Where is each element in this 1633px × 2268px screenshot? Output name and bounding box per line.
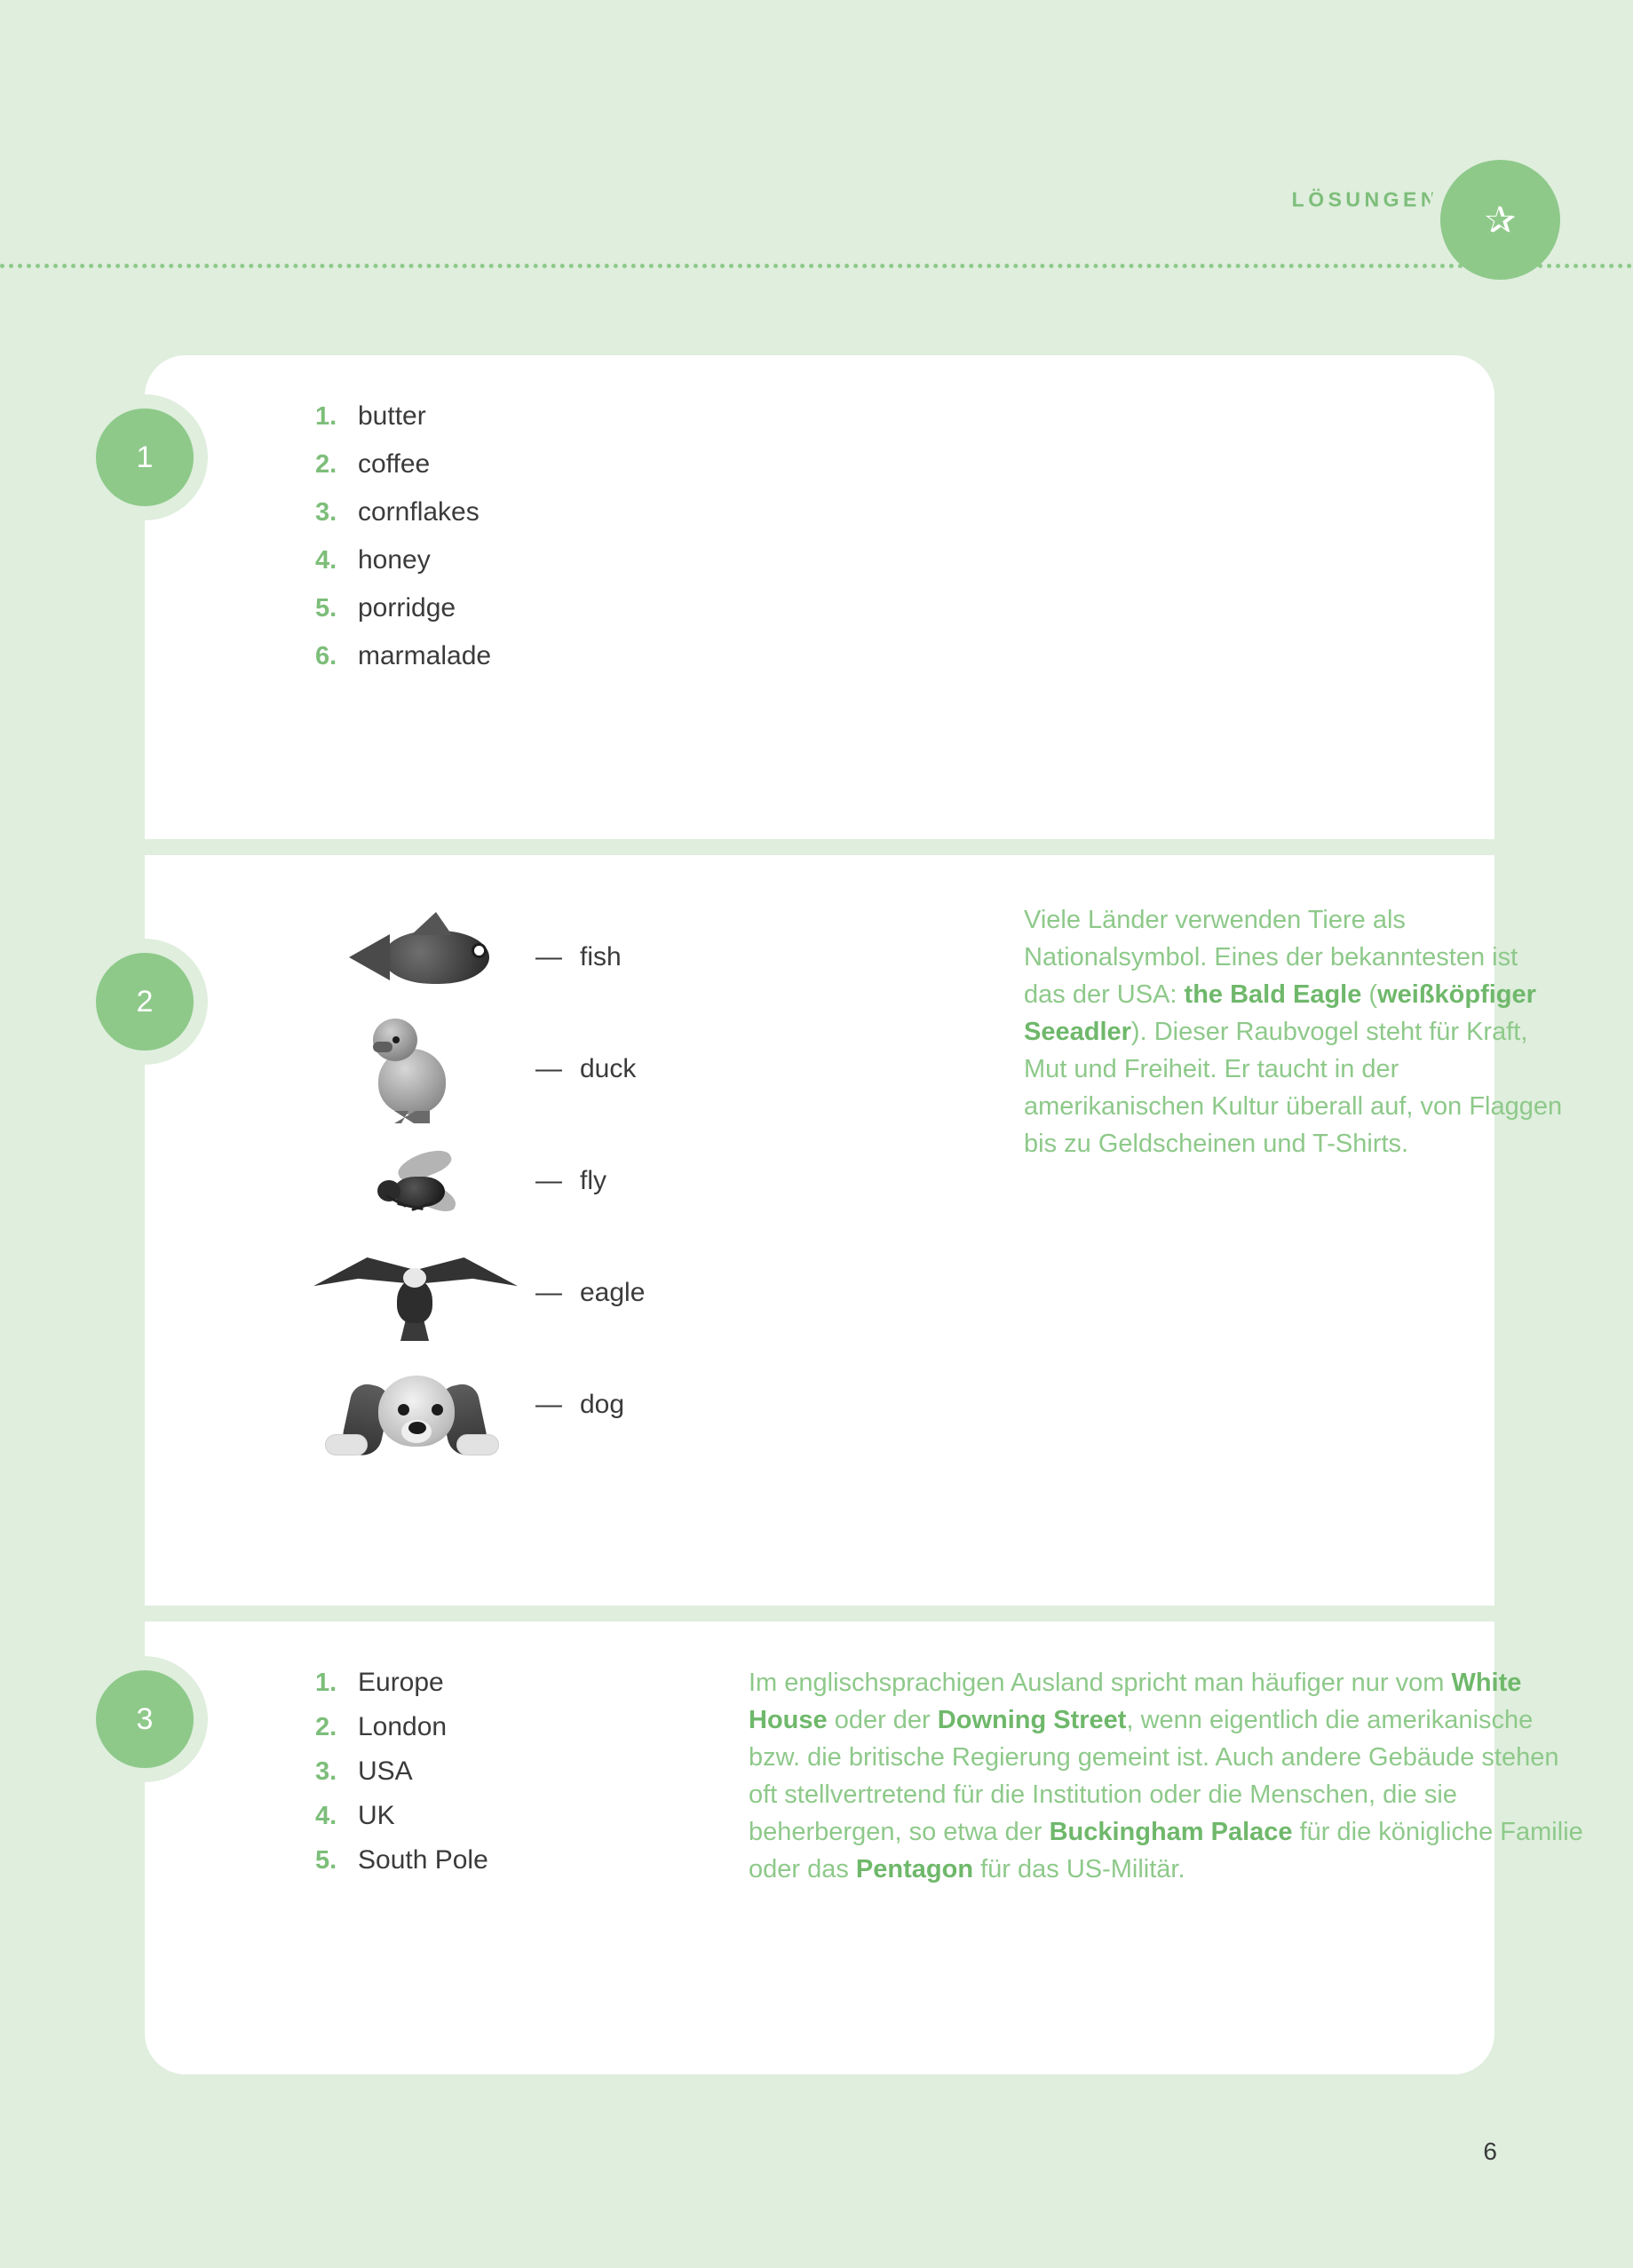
list-item-label: honey (358, 545, 431, 575)
list-item-label: butter (358, 401, 426, 431)
info-highlight: weißköpfiger Seeadler (1024, 980, 1536, 1047)
section-card-2 (136, 855, 1563, 1606)
section-card-3 (136, 1622, 1583, 2074)
list-item-number: 2. (315, 1713, 337, 1741)
list-item-number: 5. (315, 594, 337, 623)
header-star-badge (1440, 160, 1560, 280)
list-item-label: marmalade (358, 641, 492, 670)
list-item (315, 449, 491, 480)
list-item-label: Europe (358, 1668, 444, 1697)
list-item-number: 3. (315, 1757, 337, 1786)
match-word: fish (580, 942, 622, 971)
list-item-number: 1. (315, 1669, 337, 1697)
match-row (313, 901, 882, 1013)
match-row (313, 1013, 882, 1125)
info-text: ( (1361, 980, 1378, 1010)
list-item-number: 6. (315, 642, 337, 670)
list-item-number: 2. (315, 450, 337, 479)
section-card-1 (136, 355, 1494, 839)
list-item (315, 1668, 488, 1698)
info-highlight: the Bald Eagle (1184, 980, 1362, 1010)
info-text: für die königliche Familie oder das (749, 1818, 1583, 1884)
list-item-label: porridge (358, 593, 456, 623)
info-highlight: White House (749, 1669, 1522, 1735)
list-item-number: 4. (315, 1802, 337, 1830)
list-item-label: USA (358, 1757, 413, 1786)
match-word: duck (580, 1054, 637, 1083)
match-word: dog (580, 1390, 625, 1419)
match-row (313, 1349, 882, 1461)
list-item (315, 1845, 488, 1875)
info-highlight: Buckingham Palace (1049, 1818, 1293, 1847)
match-word: fly (580, 1166, 606, 1195)
page-number: 6 (1483, 2137, 1497, 2165)
match-row (313, 1237, 882, 1349)
eagle-photo (313, 1241, 518, 1345)
info-text: für das US-Militär. (973, 1855, 1185, 1884)
section-number-badge-1: 1 (96, 408, 194, 506)
animal-matching-list (313, 901, 882, 1461)
section-number-badge-3: 3 (96, 1670, 194, 1768)
match-dash: — (535, 942, 562, 971)
list-item-number: 3. (315, 498, 337, 527)
info-text: oder der (827, 1706, 938, 1735)
page-header (0, 0, 1633, 266)
list-item-number: 4. (315, 546, 337, 575)
match-dash: — (535, 1390, 562, 1419)
answer-list-1 (315, 401, 491, 689)
list-item (315, 1801, 488, 1831)
info-paragraph-2 (1024, 901, 1566, 1162)
info-text: , wenn eigentlich die amerikanische bzw. die britische Regierung gemeint ist. Auch andere Gebäude stehen oft stellvertretend für die Institution oder die Menschen, die sie beherbergen, so etwa der (749, 1706, 1559, 1847)
section-number-badge-2: 2 (96, 953, 194, 1051)
info-highlight: Pentagon (855, 1855, 974, 1884)
info-paragraph-3 (749, 1664, 1583, 1888)
list-item (315, 641, 491, 671)
list-item (315, 1712, 488, 1742)
list-item-label: London (358, 1712, 448, 1741)
list-item (315, 593, 491, 623)
match-word: eagle (580, 1278, 646, 1307)
list-item (315, 545, 491, 575)
header-divider (0, 264, 1633, 268)
list-item-label: UK (358, 1801, 395, 1830)
list-item (315, 1757, 488, 1787)
match-dash: — (535, 1054, 562, 1083)
answer-list-3 (315, 1668, 488, 1890)
info-text: ). Dieser Raubvogel steht für Kraft, Mut und Freiheit. Er taucht in der amerikanischen Kultur überall auf, von Flaggen bis zu Geldscheinen und T-Shirts. (1024, 1018, 1563, 1159)
star-icon: ✰ (1484, 198, 1517, 241)
list-item-label: coffee (358, 449, 431, 479)
list-item-number: 1. (315, 402, 337, 431)
header-title: LÖSUNGEN (1291, 187, 1439, 211)
list-item (315, 497, 491, 527)
list-item-number: 5. (315, 1846, 337, 1875)
list-item-label: cornflakes (358, 497, 480, 527)
list-item (315, 401, 491, 432)
duck-photo (313, 1017, 518, 1122)
match-dash: — (535, 1166, 562, 1195)
info-highlight: Downing Street (937, 1706, 1127, 1735)
info-text: Viele Länder verwenden Tiere als Nationalsymbol. Eines der bekanntesten ist das der USA: (1024, 906, 1518, 1010)
fly-photo (313, 1129, 518, 1233)
match-dash: — (535, 1278, 562, 1307)
info-text: Im englischsprachigen Ausland spricht man häufiger nur vom (749, 1669, 1452, 1697)
fish-photo (313, 905, 518, 1010)
dog-photo (313, 1352, 518, 1457)
list-item-label: South Pole (358, 1845, 488, 1875)
match-row (313, 1125, 882, 1237)
